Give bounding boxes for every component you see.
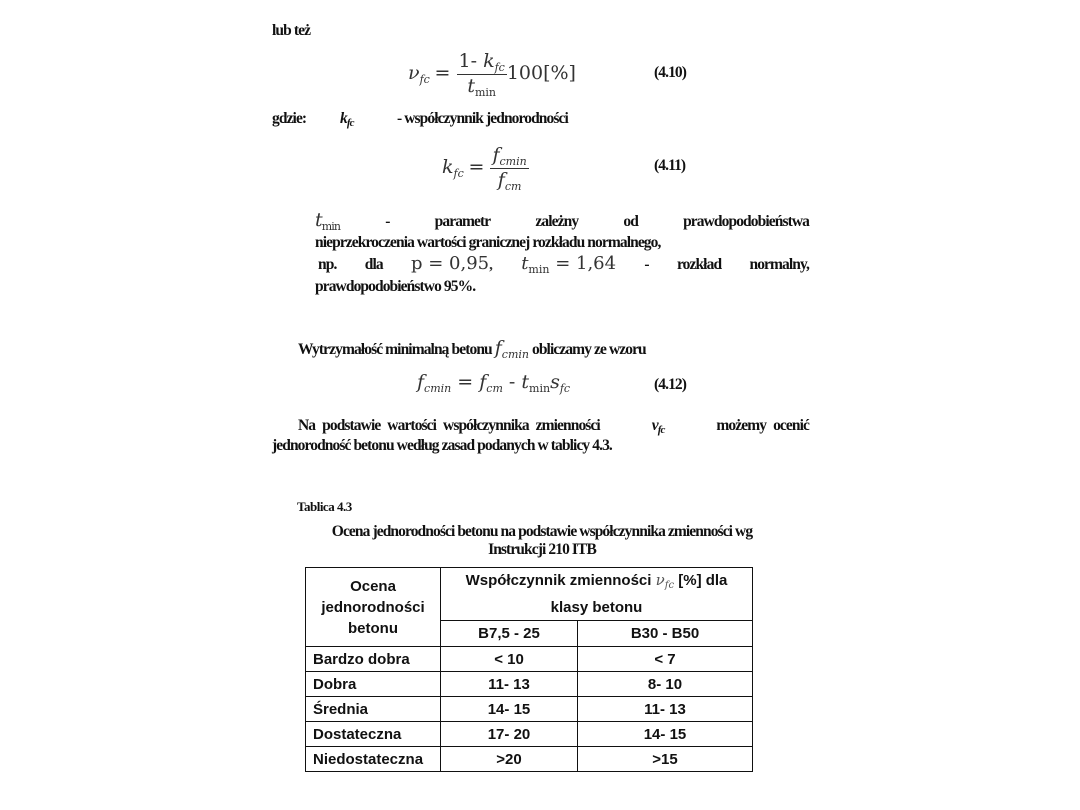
gdzie-symbol-sub: fc — [346, 117, 354, 129]
eq412-t-sub: min — [529, 382, 551, 395]
table-caption-line2: Instrukcji 210 ITB — [488, 541, 596, 558]
tmin-word-dash: - — [385, 213, 390, 230]
gdzie-symbol-k: k — [340, 110, 347, 127]
table-caption-line1: Ocena jednorodności betonu na podstawie współczynnika zmienności wg — [331, 523, 753, 540]
equation-number-4-11: (4.11) — [654, 157, 686, 174]
eq411-den: f — [497, 169, 505, 191]
eq411-den-sub: cm — [504, 180, 522, 193]
tmin-p-text: p = 0,95 — [411, 253, 490, 274]
cell-value: 8- 10 — [578, 672, 753, 697]
eq410-mult: 100 — [506, 61, 544, 84]
tmin-word-od: od — [623, 213, 638, 230]
cell-value: < 10 — [441, 647, 578, 672]
eq410-den-sub: min — [474, 86, 497, 99]
eq412-t: t — [521, 371, 530, 393]
header-wspolczynnik — [441, 568, 753, 621]
wytrzymalosc-sym: f — [494, 337, 502, 359]
eq412-s: s — [550, 371, 560, 393]
podstawa-end: możemy ocenić — [716, 417, 809, 434]
wytrzymalosc-sym-sub: cmin — [501, 348, 529, 361]
eq411-num: f — [492, 144, 500, 166]
eq410-lhs: ν — [408, 61, 420, 84]
podstawa-sym: ν — [651, 417, 658, 434]
cell-ocena: Średnia — [306, 697, 441, 722]
cell-value: 14- 15 — [578, 722, 753, 747]
tmin-comma: , — [489, 257, 493, 273]
tmin-def-line4: prawdopodobieństwo 95%. — [315, 278, 476, 295]
cell-value: >15 — [578, 747, 753, 772]
gdzie-symbol — [340, 110, 354, 129]
eq410-fraction — [457, 50, 507, 99]
eq412-minus: - — [502, 371, 522, 393]
cell-ocena: Niedostateczna — [306, 747, 441, 772]
table-row — [306, 747, 753, 772]
tmin-t-sym: t — [521, 253, 529, 274]
gdzie-label: gdzie: — [272, 110, 307, 127]
tmin-t-sub: min — [528, 263, 550, 276]
tmin-rozklad: rozkład — [676, 256, 722, 273]
eq410-lhs-sub: fc — [419, 72, 430, 86]
podstawa-start: Na podstawie wartości współczynnika zmienności — [298, 417, 600, 434]
eq412-f: f — [479, 371, 487, 393]
equation-4-10: $\nu_{fc}$ = $\frac{1- k_{fc}}{t_{min}}$ 100[%] — [408, 50, 576, 99]
eq411-num-sub: cmin — [499, 155, 527, 168]
eq410-num-k-sub: fc — [494, 61, 505, 74]
eq412-lhs: f — [417, 371, 425, 393]
eq412-lhs-sub: cmin — [424, 382, 452, 395]
cell-value: 14- 15 — [441, 697, 578, 722]
tmin-dla: dla — [364, 256, 383, 273]
subheader-b30-b50: B30 - B50 — [578, 621, 753, 647]
eq412-eq: = — [451, 371, 480, 393]
cell-ocena: Bardzo dobra — [306, 647, 441, 672]
tmin-np: np. — [318, 256, 337, 273]
table-header-row — [306, 568, 753, 621]
eq411-fraction — [490, 144, 528, 193]
equation-4-11: $k_{fc}$ = $\frac{f_{cmin}}{f_{cm}}$ — [442, 144, 527, 193]
eq410-num-k: k — [483, 50, 495, 72]
eq412-s-sub: fc — [559, 382, 571, 395]
cell-value: < 7 — [578, 647, 753, 672]
equation-number-4-12: (4.12) — [654, 376, 687, 393]
eq411-lhs-sub: fc — [453, 166, 464, 180]
equation-4-12 — [417, 371, 570, 395]
table-label: Tablica 4.3 — [297, 499, 352, 514]
tmin-symbol-sub: min — [321, 220, 341, 233]
tmin-word-prawdopodobienstwa: prawdopodobieństwa — [683, 213, 809, 230]
header-wsp-after: [%] dla klasy betonu — [550, 572, 728, 616]
podstawa-sym-sub: fc — [657, 424, 665, 436]
cell-value: 11- 13 — [578, 697, 753, 722]
tmin-t-val: = 1,64 — [549, 253, 617, 274]
tmin-word-zalezny: zależny — [535, 213, 579, 230]
intro-text: lub też — [272, 22, 311, 39]
subheader-b75-25: B7,5 - 25 — [441, 621, 578, 647]
tmin-def-line2: nieprzekroczenia wartości granicznej rozkładu normalnego, — [315, 234, 661, 251]
tmin-p-value — [411, 253, 493, 274]
header-wsp-sub: fc — [664, 580, 675, 591]
header-wsp-sym: ν — [655, 571, 665, 589]
cell-ocena: Dobra — [306, 672, 441, 697]
tmin-t-value — [521, 253, 616, 276]
eq411-lhs: k — [442, 155, 454, 178]
wytrzymalosc-after: obliczamy ze wzoru — [531, 341, 646, 358]
table-row — [306, 722, 753, 747]
eq410-num-prefix: 1- — [458, 50, 484, 72]
tmin-symbol — [315, 209, 340, 233]
header-ocena: Ocena jednorodności betonu — [306, 568, 441, 647]
cell-value: >20 — [441, 747, 578, 772]
podstawa-line1 — [298, 417, 809, 436]
header-wsp-before: Współczynnik zmienności — [465, 572, 652, 589]
tmin-normalny: normalny, — [749, 256, 809, 273]
wytrzymalosc-before: Wytrzymałość minimalną betonu — [298, 341, 492, 358]
tmin-symbol-t: t — [315, 209, 322, 231]
eq410-den: t — [467, 75, 475, 97]
eq410-unit: [%] — [543, 61, 576, 84]
wytrzymalosc-line — [298, 337, 646, 361]
tmin-word-parametr: parametr — [434, 213, 491, 230]
cell-value: 11- 13 — [441, 672, 578, 697]
eq412-f-sub: cm — [486, 382, 503, 395]
tmin-dash2: - — [644, 256, 649, 273]
gdzie-description: - współczynnik jednorodności — [397, 110, 568, 127]
cell-value: 17- 20 — [441, 722, 578, 747]
table-row — [306, 672, 753, 697]
tmin-def-line3 — [318, 253, 809, 276]
podstawa-line2: jednorodność betonu według zasad podanych w tablicy 4.3. — [272, 437, 612, 454]
table-row — [306, 697, 753, 722]
podstawa-symbol — [652, 417, 665, 436]
cell-ocena: Dostateczna — [306, 722, 441, 747]
table-row — [306, 647, 753, 672]
tmin-def-line1 — [315, 209, 809, 233]
homogeneity-table — [305, 567, 753, 772]
equation-number-4-10: (4.10) — [654, 64, 687, 81]
